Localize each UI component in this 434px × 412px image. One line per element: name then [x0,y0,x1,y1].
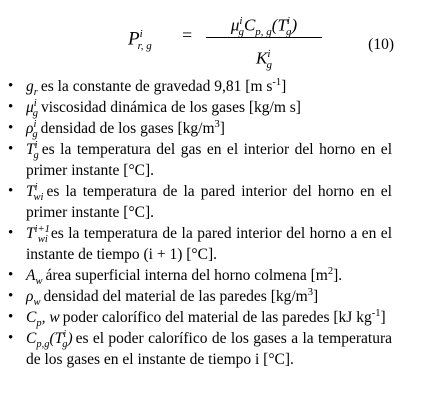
c-sub: p, g [255,26,272,39]
fraction-denominator [206,40,322,72]
close-paren: ) [291,15,298,35]
t-symbol: (T [271,15,287,35]
equation-lhs [128,24,152,57]
fraction [206,6,322,72]
mu-sub: g [238,26,244,39]
t-sub: g [285,26,292,39]
lhs-symbol: P [128,28,140,50]
symbol: $T^{i+1}_{wi}$ [26,223,50,246]
definition-tail: ] [380,309,386,326]
definition-text: viscosidad dinámica de los gases [kg/m s] [40,99,301,116]
lhs-sup: i [139,28,143,40]
list-item [8,181,392,223]
k-sup: i [267,48,271,60]
definition-text: es la temperatura de la pared interior del horno a en el instante de tiempo (i + 1) [°C]. [26,225,392,263]
definition-text: densidad del material de las paredes [kg/m [43,288,308,305]
symbol: $g_r$ [26,78,38,99]
list-item [8,328,392,370]
definition-text: poder calorífico del material de las paredes [kJ kg [62,309,372,326]
list-item [8,139,392,181]
definition-text: densidad de los gases [kg/m [40,120,215,137]
symbol: $\mu^i_g$ [26,97,38,120]
mu-sup: i [239,15,243,27]
unit-sup: 3 [307,286,313,298]
equals-sign: = [182,25,193,45]
list-item [8,97,392,118]
symbol: $C_p$, w [26,309,60,330]
list-item [8,76,392,97]
unit-sup: 3 [214,118,220,130]
lhs-sub: r, g [137,40,152,53]
k-sub: g [266,59,272,72]
definition-text: es la constante de gravedad 9,81 [m s [40,78,273,95]
list-item [8,118,392,139]
definition-tail: ]. [333,267,343,284]
equation-10 [0,4,434,74]
symbol: $\rho_w$ [26,288,41,309]
fraction-numerator [206,6,322,39]
list-item [8,286,392,307]
unit-sup: -1 [272,76,282,88]
t-sup: i [286,15,290,27]
symbol: $T^i_g$ [26,139,39,162]
definition-text: es el poder calorífico de los gases a la temperatura de los gases en el instante de tiempo i [°C]. [26,330,392,368]
unit-sup: 2 [327,265,334,277]
symbol: $C_{p,g}(T^i_g)$ [26,328,73,351]
symbol: $A_w$ [26,267,43,288]
definition-text: área superficial interna del horno colmena [m [45,267,328,284]
list-item [8,265,392,286]
symbol: $\rho^i_g$ [26,118,38,141]
mu-symbol: μ [230,15,240,35]
equation-number: (10) [368,36,394,53]
list-item [8,223,392,265]
unit-sup: -1 [371,307,381,319]
definition-text: es la temperatura de la pared interior del horno en el primer instante [°C]. [26,183,392,221]
k-symbol: K [256,48,268,68]
definition-tail: ] [281,78,287,95]
c-symbol: C [243,15,256,35]
definition-tail: ] [219,120,225,137]
definition-list [8,76,392,370]
definition-text: es la temperatura del gas en el interior del horno en el primer instante [°C]. [26,141,392,179]
list-item [8,307,392,328]
definition-tail: ] [312,288,319,305]
symbol: $T^i_{wi}$ [26,181,44,204]
